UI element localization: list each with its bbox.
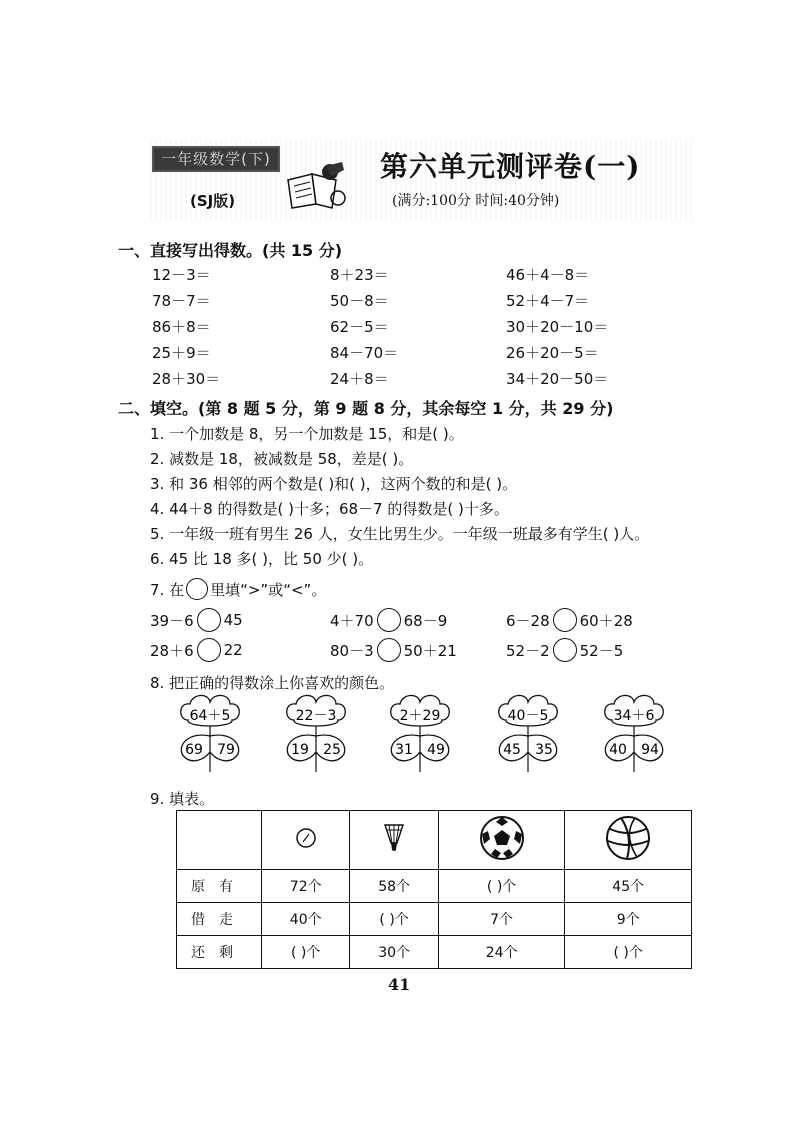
flower-answer-left: 69 (185, 742, 203, 758)
compare-circle[interactable] (197, 608, 221, 632)
table-cell: 45个 (565, 870, 692, 903)
section1-title: 一、直接写出得数。(共 15 分) (118, 241, 343, 260)
flower-answer-left: 31 (395, 742, 413, 758)
question-7-prefix: 7. 在 (150, 581, 185, 599)
table-corner-cell (177, 811, 262, 870)
compare-item: 6－28 60＋28 (506, 608, 633, 632)
table-header-cell (350, 811, 438, 870)
question-7-suffix: 里填“>”或“<”。 (210, 581, 327, 599)
flower-answer-right: 35 (535, 742, 553, 758)
calc-item: 30＋20－10＝ (506, 318, 609, 336)
table-cell: 72个 (262, 870, 350, 903)
question-1: 1. 一个加数是 8，另一个加数是 15，和是( )。 (150, 425, 464, 443)
row-label: 借走 (177, 903, 262, 936)
table-header-cell (565, 811, 692, 870)
table-cell[interactable]: ( )个 (350, 903, 438, 936)
table-cell: 7个 (438, 903, 565, 936)
ball-icon (295, 827, 317, 849)
inventory-table (176, 810, 692, 969)
compare-circle[interactable] (377, 608, 401, 632)
calc-item: 28＋30＝ (152, 370, 221, 388)
calc-item: 84－70＝ (330, 344, 399, 362)
table-cell: 9个 (565, 903, 692, 936)
flower-answer-right: 49 (427, 742, 445, 758)
grade-badge: 一年级数学(下) (152, 146, 280, 172)
compare-item: 28＋6 22 (150, 638, 243, 662)
page-title: 第六单元测评卷(一) (380, 150, 641, 183)
flower-answer-right: 25 (323, 742, 341, 758)
shuttlecock-icon (383, 823, 405, 853)
table-cell[interactable]: ( )个 (565, 936, 692, 969)
flower-expression: 64＋5 (189, 708, 231, 724)
compare-circle[interactable] (377, 638, 401, 662)
flower-answer-left: 19 (291, 742, 309, 758)
table-cell: 24个 (438, 936, 565, 969)
calc-item: 34＋20－50＝ (506, 370, 609, 388)
table-cell[interactable]: ( )个 (262, 936, 350, 969)
flower-item[interactable] (384, 694, 456, 774)
calc-item: 12－3＝ (152, 266, 211, 284)
calc-item: 46＋4－8＝ (506, 266, 590, 284)
table-cell: 40个 (262, 903, 350, 936)
volleyball-icon (605, 815, 651, 861)
question-7 (150, 578, 326, 600)
compare-circle[interactable] (553, 638, 577, 662)
table-row (177, 870, 692, 903)
table-header-row (177, 811, 692, 870)
flower-expression: 40－5 (507, 708, 549, 724)
question-5: 5. 一年级一班有男生 26 人，女生比男生少。一年级一班最多有学生( )人。 (150, 525, 650, 543)
page-number: 41 (388, 975, 411, 994)
calc-item: 8＋23＝ (330, 266, 389, 284)
flower-expression: 22－3 (295, 708, 337, 724)
calc-item: 78－7＝ (152, 292, 211, 310)
calc-item: 50－8＝ (330, 292, 389, 310)
calc-item: 24＋8＝ (330, 370, 389, 388)
flower-answer-right: 94 (641, 742, 659, 758)
table-header-cell (438, 811, 565, 870)
table-row (177, 936, 692, 969)
question-4: 4. 44＋8 的得数是( )十多；68－7 的得数是( )十多。 (150, 500, 509, 518)
flower-answer-left: 45 (503, 742, 521, 758)
flower-item[interactable] (598, 694, 670, 774)
edition-label: (SJ版) (190, 192, 236, 210)
question-9: 9. 填表。 (150, 790, 215, 808)
section2-title: 二、填空。(第 8 题 5 分，第 9 题 8 分，其余每空 1 分，共 29 分) (118, 399, 614, 418)
calc-item: 52＋4－7＝ (506, 292, 590, 310)
table-cell[interactable]: ( )个 (438, 870, 565, 903)
table-header-cell (262, 811, 350, 870)
flower-answer-right: 79 (217, 742, 235, 758)
compare-item: 4＋70 68－9 (330, 608, 447, 632)
calc-item: 86＋8＝ (152, 318, 211, 336)
table-row (177, 903, 692, 936)
compare-item: 80－3 50＋21 (330, 638, 457, 662)
question-6: 6. 45 比 18 多( )，比 50 少( )。 (150, 550, 374, 568)
table-cell: 58个 (350, 870, 438, 903)
row-label: 还剩 (177, 936, 262, 969)
football-icon (479, 815, 525, 861)
compare-item: 52－2 52－5 (506, 638, 623, 662)
flower-item[interactable] (174, 694, 246, 774)
flower-expression: 2＋29 (399, 708, 441, 724)
book-illustration (282, 160, 352, 212)
calc-item: 26＋20－5＝ (506, 344, 599, 362)
calc-item: 62－5＝ (330, 318, 389, 336)
compare-item: 39－6 45 (150, 608, 243, 632)
circle-icon (186, 578, 208, 600)
question-8: 8. 把正确的得数涂上你喜欢的颜色。 (150, 674, 395, 692)
flower-item[interactable] (280, 694, 352, 774)
compare-circle[interactable] (553, 608, 577, 632)
compare-circle[interactable] (197, 638, 221, 662)
question-3: 3. 和 36 相邻的两个数是( )和( )，这两个数的和是( )。 (150, 475, 518, 493)
flower-item[interactable] (492, 694, 564, 774)
flower-expression: 34＋6 (613, 708, 655, 724)
score-time-info: (满分:100分 时间:40分钟) (392, 193, 560, 209)
calc-item: 25＋9＝ (152, 344, 211, 362)
flower-answer-left: 40 (609, 742, 627, 758)
row-label: 原有 (177, 870, 262, 903)
question-2: 2. 减数是 18，被减数是 58，差是( )。 (150, 450, 414, 468)
table-cell: 30个 (350, 936, 438, 969)
